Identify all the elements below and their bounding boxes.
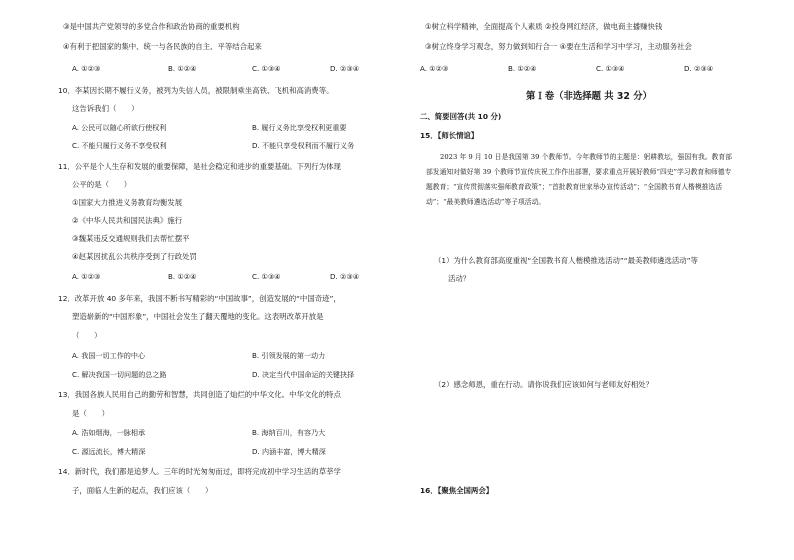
q10-option-d: D. 不能只享受权利而不履行义务 — [252, 141, 355, 150]
part2-title: 第Ｉ卷（非选择题 共 32 分） — [526, 91, 652, 102]
q13-option-a: A. 浩如烟海，一脉相承 — [72, 428, 146, 437]
q11-line-1: 11．公平是个人生存和发展的重要保障，是社会稳定和进步的重要基础。下列行为体现 — [58, 162, 341, 171]
q10-option-c: C. 不能只履行义务不享受权利 — [72, 141, 167, 150]
item-3: ③是中国共产党领导的多党合作和政治协商的重要机构 — [63, 22, 240, 31]
q12-option-b: B. 引领发展的第一动力 — [252, 351, 326, 360]
q15-sub2: （2）感念师恩，重在行动。请你说我们应该如何与老师友好相处？ — [434, 380, 654, 389]
q11-item-3: ③魏某违反交通规则我们去帮忙摆平 — [72, 234, 190, 243]
option-c: C. ①③④ — [252, 64, 281, 73]
q14-items-2: ③树立终身学习观念，努力做到知行合一 ④要在生活和学习中学习，主动服务社会 — [425, 42, 692, 51]
q12-line-3: （ ） — [72, 331, 102, 340]
q16-heading: 16．【聚焦全国两会】 — [420, 486, 494, 495]
q15-heading: 15．【师长情谊】 — [420, 131, 479, 140]
q13-line-1: 13．我国各族人民用自己的勤劳和智慧，共同创造了灿烂的中华文化。中华文化的特点 — [58, 390, 341, 399]
q14-option-a: A. ①②③ — [420, 64, 449, 73]
q14-line-2: 子，面临人生新的起点，我们应该（ ） — [72, 486, 213, 495]
q11-option-a: A. ①②③ — [72, 272, 101, 281]
option-d: D. ②③④ — [330, 64, 360, 73]
q13-option-b: B. 海纳百川，有容乃大 — [252, 428, 326, 437]
q12-line-2: 塑造崭新的“中国形象”，中国社会发生了翻天覆地的变化。这表明改革开放是 — [72, 312, 324, 321]
q10-line-2: 这告诉我们（ ） — [72, 104, 139, 113]
q12-option-c: C. 解决我国一切问题的总之路 — [72, 370, 167, 379]
q11-line-2: 公平的是（ ） — [72, 180, 132, 189]
q14-items-1: ①树立科学精神，全面提高个人素质 ②投身网红经济，做电商主播赚快钱 — [425, 22, 663, 31]
q12-option-a: A. 我国一切工作的中心 — [72, 351, 146, 360]
q10-line-1: 10．李某因长期不履行义务，被列为失信人员，被限制乘坐高铁、飞机和高消费等。 — [58, 86, 334, 95]
option-a: A. ①②③ — [72, 64, 101, 73]
q15-material: 2023 年 9 月 10 日是我国第 39 个教师节。今年教师节的主题是：躬耕教坛，强国有我。教育部部发通知对做好第 39 个教师节宣传庆祝工作作出部署，要求重点开展好教师“四史”学习教育和师德专题教育；“宣传贯彻落实强师教育政策”；“首批教育世家举办宣传活动”；“全国教书育人楷模推选活动”；“最美教师遴选活动”等子项活动。 — [426, 153, 732, 206]
q11-option-b: B. ①②④ — [168, 272, 197, 281]
q15-sub1-line-1: （1）为什么教育部高度重视“全国教书育人楷模推选活动”“最美教师遴选活动”等 — [434, 256, 698, 265]
q12-line-1: 12．改革开放 40 多年来，我国不断书写精彩的“中国故事”，创造发展的“中国奇迹”， — [58, 294, 341, 303]
q10-option-a: A. 公民可以随心所欲行使权利 — [72, 123, 167, 132]
q11-option-d: D. ②③④ — [330, 272, 360, 281]
q10-option-b: B. 履行义务比享受权利更重要 — [252, 123, 347, 132]
q11-item-2: ②《中华人民共和国民法典》施行 — [72, 216, 183, 225]
q12-option-d: D. 决定当代中国命运的关键抉择 — [252, 370, 355, 379]
q11-option-c: C. ①③④ — [252, 272, 281, 281]
q11-item-1: ①国家大力推进义务教育均衡发展 — [72, 198, 183, 207]
q11-item-4: ④赵某因扰乱公共秩序受到了行政处罚 — [72, 252, 197, 261]
q15-sub1-line-2: 活动？ — [448, 274, 471, 283]
q13-option-d: D. 内涵丰富，博大精深 — [252, 447, 326, 456]
q14-option-b: B. ①②④ — [508, 64, 537, 73]
item-4: ④有利于把国家的集中、统一与各民族的自主、平等结合起来 — [63, 42, 262, 51]
q13-option-c: C. 源远流长，博大精深 — [72, 447, 146, 456]
q14-option-d: D. ②③④ — [684, 64, 714, 73]
q13-line-2: 是（ ） — [72, 409, 109, 418]
q14-line-1: 14．新时代，我们都是追梦人。三年的时光匆匆而过，即将完成初中学习生活的草莘学 — [58, 467, 341, 476]
option-b: B. ①②④ — [168, 64, 197, 73]
section2-heading: 二、简要回答(共 10 分) — [420, 112, 502, 121]
q14-option-c: C. ①③④ — [596, 64, 625, 73]
